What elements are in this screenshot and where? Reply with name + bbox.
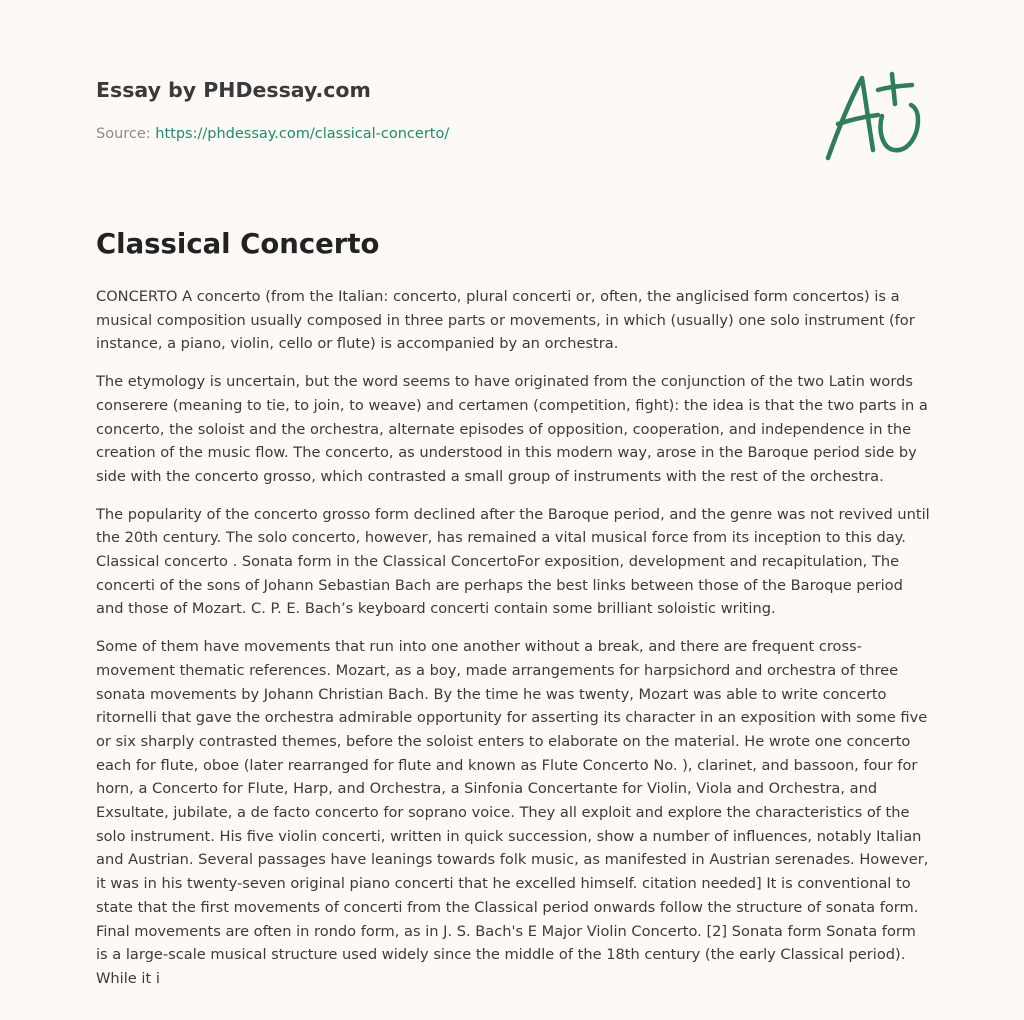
site-title: Essay by PHDessay.com xyxy=(96,78,371,102)
essay-paragraph: The popularity of the concerto grosso form declined after the Baroque period, and the genre was not revived until the 20th century. The solo concerto, however, has remained a vital musical force from its inception to this day. Classical concerto . Sonata form in the Classical ConcertoFor exposition, development and recapitulation, The concerti of the sons of Johann Sebastian Bach are perhaps the best links between those of the Baroque period and those of Mozart. C. P. E. Bach’s keyboard concerti contain some brilliant soloistic writing. xyxy=(96,505,930,618)
page-header xyxy=(96,76,696,144)
essay-paragraph: Some of them have movements that run into one another without a break, and there are frequent cross-movement thematic references. Mozart, as a boy, made arrangements for harpsichord and orchestra of three sonata movements by Johann Christian Bach. By the time he was twenty, Mozart was able to write concerto ritornelli that gave the orchestra admirable opportunity for asserting its character in an exposition with some five or six sharply contrasted themes, before the soloist enters to elaborate on the material. He wrote one concerto each for flute, oboe (later rearranged for flute and known as Flute Concerto No. ), clarinet, and bassoon, four for horn, a Concerto for Flute, Harp, and Orchestra, a Sinfonia Concertante for Violin, Viola and Orchestra, and Exsultate, jubilate, a de facto concerto for soprano voice. They all exploit and explore the characteristics of the solo instrument. His five violin concerti, written in quick succession, show a number of influences, notably Italian and Austrian. Several passages have leanings towards folk music, as manifested in Austrian serenades. However, it was in his twenty-seven original piano concerti that he excelled himself. citation needed] It is conventional to state that the first movements of concerti from the Classical period onwards follow the structure of sonata form. Final movements are often in rondo form, as in J. S. Bach's E Major Violin Concerto. [2] Sonata form Sonata form is a large-scale musical structure used widely since the middle of the 18th century (the early Classical period). While it i xyxy=(96,638,929,987)
source-line xyxy=(96,124,696,144)
essay-title: Classical Concerto xyxy=(96,228,380,260)
essay-paragraph: CONCERTO A concerto (from the Italian: concerto, plural concerti or, often, the anglicised form concertos) is a musical composition usually composed in three parts or movements, in which (usually) one solo instrument (for instance, a piano, violin, cello or flute) is accompanied by an orchestra. xyxy=(96,288,915,353)
source-link[interactable]: https://phdessay.com/classical-concerto/ xyxy=(155,126,450,142)
essay-paragraph: The etymology is uncertain, but the word seems to have originated from the conjunction of the two Latin words conserere (meaning to tie, to join, to weave) and certamen (competition, fight): the idea is that the two parts in a concerto, the soloist and the orchestra, alternate episodes of opposition, cooperation, and independence in the creation of the music flow. The concerto, as understood in this modern way, arose in the Baroque period side by side with the concerto grosso, which contrasted a small group of instruments with the rest of the orchestra. xyxy=(96,373,928,485)
source-label: Source: xyxy=(96,126,156,142)
essay-body xyxy=(96,285,932,1005)
a-plus-grade-icon xyxy=(822,64,932,168)
